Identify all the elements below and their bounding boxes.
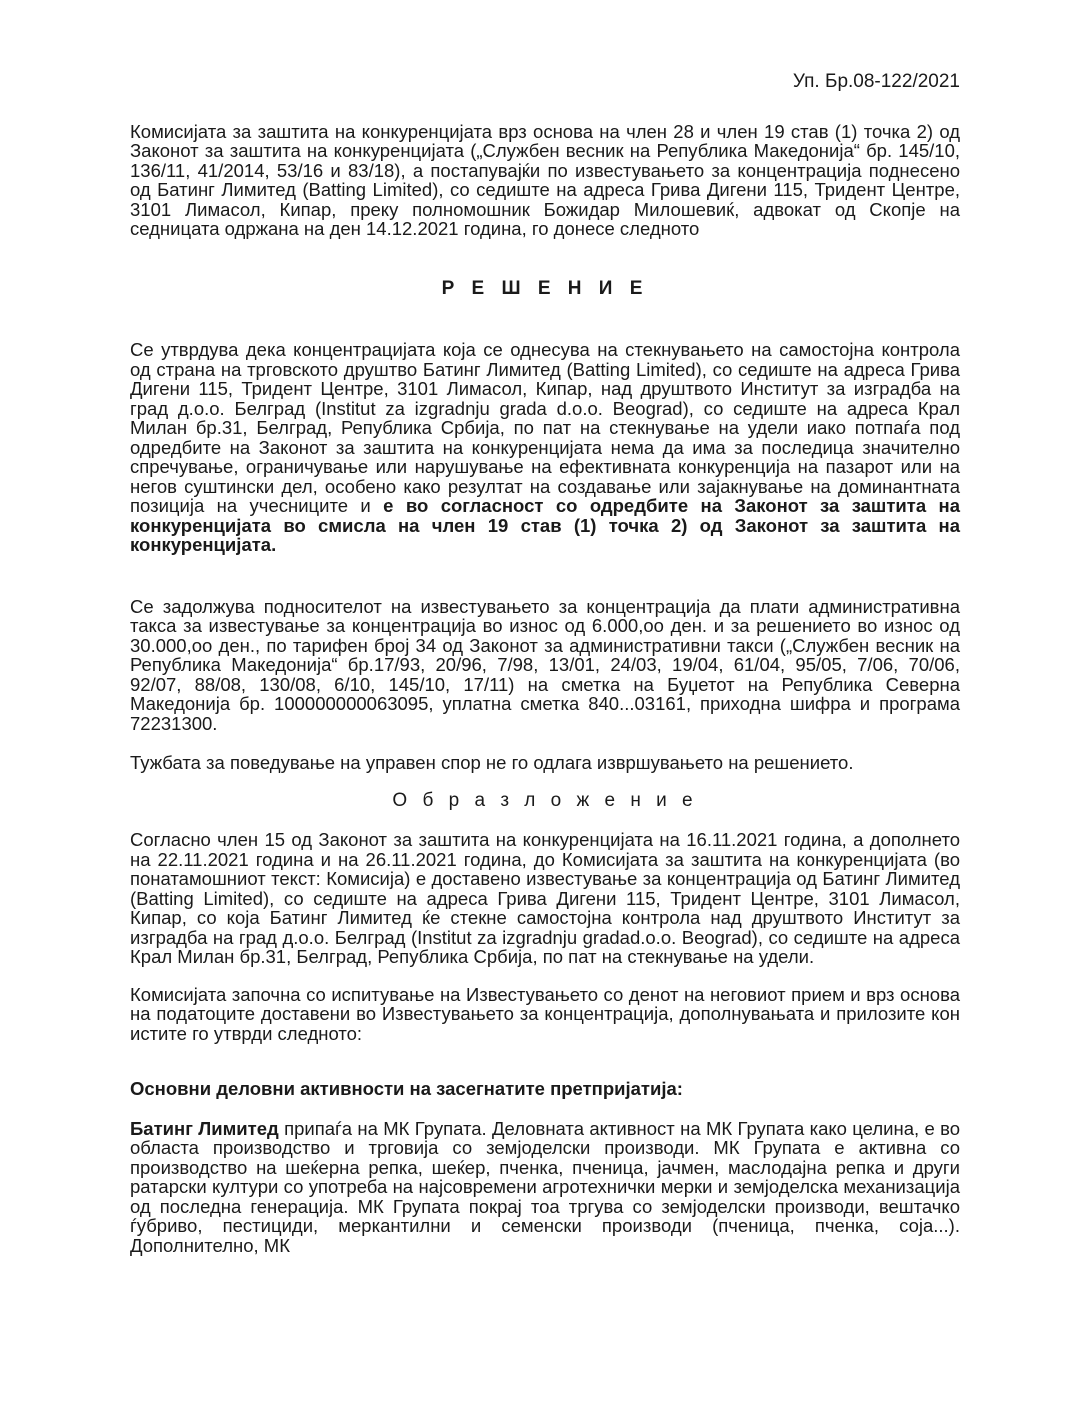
section-paragraph-1 (130, 1119, 960, 1256)
reasoning-paragraph-1: Согласно член 15 од Законот за заштита на конкуренцијата на 16.11.2021 година, а дополнето на 22.11.2021 година и на 26.11.2021 година, до Комисијата за заштита на конкуренцијата (во понатамошниот текст: Комисија) е доставено известување за концентрација од Батинг Лимитед (Batting Limited), со седиште на адреса Грива Дигени 115, Тридент Центре, 3101 Лимасол, Кипар, со која Батинг Лимитед ќе стекне самостојна контрола над друштвото Институт за изградба на град д.о.о. Белград (Institut za izgradnju gradad.o.o. Beograd), со седиште на адреса Крал Милан бр.31, Белград, Република Србија, по пат на стекнување на удели. (130, 829, 960, 967)
decision-paragraph-3: Тужбата за поведување на управен спор не го одлага извршувањето на решението. (130, 752, 854, 773)
decision-title: Р Е Ш Е Н И Е (441, 277, 649, 299)
decision-paragraph-1 (130, 340, 960, 555)
decision-paragraph-2: Се задолжува подносителот на известувањето за концентрација да плати административна такса за известување за концентрација во износ од 6.000,оо ден. и за решението во износ од 30.000,оо ден., по тарифен број 34 од Законот за административни такси („Службен весник на Република Македонија“ бр.17/93, 20/96, 7/98, 13/01, 24/03, 19/04, 61/04, 95/05, 7/06, 70/06, 92/07, 88/08, 130/08, 6/10, 145/10, 17/11) на сметка на Буџетот на Република Северна Македонија бр. 100000000063095, уплатна сметка 840...03161, приходна шифра и програма 72231300. (130, 595, 960, 734)
decision-paragraph-1-text: Се утврдува дека концентрацијата која се однесува на стекнувањето на самостојна контрола од страна на трговското друштво Батинг Лимитед (Batting Limited), со седиште на адреса Грива Дигени 115, Тридент Центре, 3101 Лимасол, Кипар, над друштвото Институт за изградба на град д.о.о. Белград (Institut za izgradnju grada d.o.o. Beograd), со седиште на адреса Крал Милан бр.31, Белград, Република Србија, по пат на стекнување на удели иако потпаѓа под одредбите на Законот за заштита на конкуренцијата нема да има за последица значително спречување, ограничување или нарушување на ефективната конкуренција на пазарот или на негов суштински дел, особено како резултат на создавање или зајакнување на доминантната позиција на учесниците и (130, 339, 960, 516)
reasoning-title: О б р а з л о ж е н и е (392, 789, 698, 811)
section-paragraph-1-text: припаѓа на МК Групата. Деловната активност на МК Групата како целина, е во областа производство и трговија со земјоделски производи. МК Групата е активна со производство на шеќерна репка, шеќер, пченка, пченица, јачмен, маслодајна репка и други ратарски култури со употреба на најсовремени агротехнички мерки и земјоделска механизација од последна генерација. МК Групата покрај тоа тргува со земјоделски производи, вештачко ѓубриво, пестициди, меркантилни и семенски производи (пченица, пченка, соја...). Дополнително, МК (130, 1117, 961, 1256)
section-heading: Основни деловни активности на засегнатите претпријатија: (130, 1078, 683, 1099)
decision-paragraph-1-bold: е во согласност со одредбите на Законот за заштита на конкуренцијата во смисла на член 19 став (1) точка 2) од Законот за заштита на конкуренцијата. (130, 495, 960, 555)
intro-paragraph: Комисијата за заштита на конкуренцијата врз основа на член 28 и член 19 став (1) точка 2) од Законот за заштита на конкуренцијата („Службен весник на Република Македонија“ бр. 145/10, 136/11, 41/2014, 53/16 и 83/18), а постапувајќи по известувањето за концентрација поднесено од Батинг Лимитед (Batting Limited), со седиште на адреса Грива Дигени 115, Тридент Центре, 3101 Лимасол, Кипар, преку полномошник Божидар Милошевиќ, адвокат од Скопје на седницата одржана на ден 14.12.2021 година, го донесе следното (130, 120, 960, 239)
reasoning-paragraph-2: Комисијата започна со испитување на Известувањето со денот на неговиот прием и врз основа на податоците доставени во Известувањето за концентрација, дополнувањата и прилозите кон истите го утврди следното: (130, 983, 960, 1044)
reference-number: Уп. Бр.08-122/2021 (792, 71, 960, 92)
document-page (130, 72, 960, 1255)
section-paragraph-1-bold: Батинг Лимитед (130, 1117, 279, 1139)
